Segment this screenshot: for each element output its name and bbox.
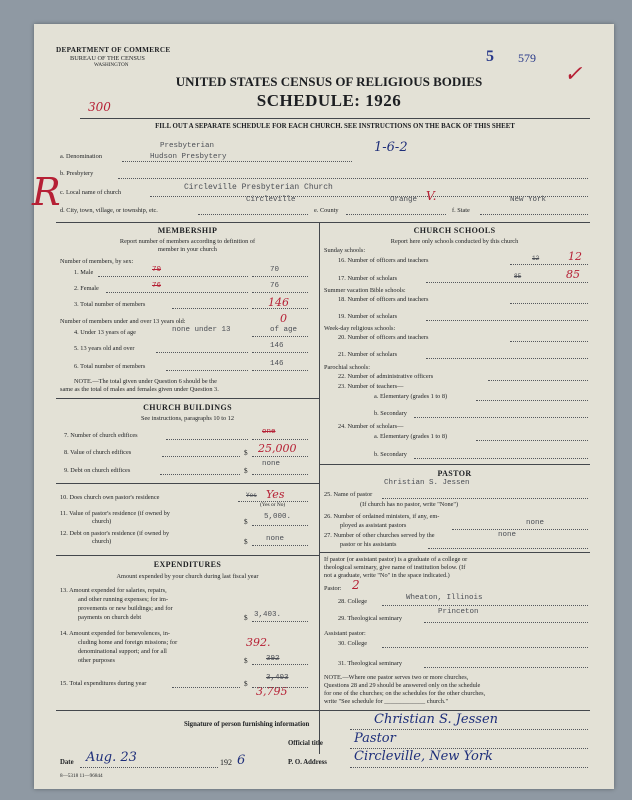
r24b-label: b. Secondary <box>374 451 407 458</box>
bureau-label: BUREAU OF THE CENSUS <box>70 55 145 62</box>
total-members-label: 3. Total number of members <box>74 301 146 308</box>
pastor-subhead: Pastor: <box>324 585 342 592</box>
code-r: R <box>32 170 61 214</box>
under13-label: 4. Under 13 years of age <box>74 329 136 336</box>
under13-extra: of age <box>270 326 298 334</box>
local-name-label: c. Local name of church <box>60 189 122 196</box>
female-written: 76 <box>152 282 162 290</box>
exp14-label-4: other purposes <box>78 657 115 664</box>
buildings-sub: See instructions, paragraphs 10 to 12 <box>140 415 235 422</box>
res-debt-label-2: church) <box>92 538 112 545</box>
female-value: 76 <box>270 282 280 290</box>
r30-label: 30. College <box>338 640 368 647</box>
res-value-label-2: church) <box>92 518 112 525</box>
exp15-printed: 3,403 <box>266 674 289 682</box>
r16-value: 12 <box>568 250 582 263</box>
code-300: 300 <box>88 100 111 114</box>
pastor-mark: 2 <box>352 578 360 592</box>
dollar-9: $ <box>244 467 248 475</box>
r16-label: 16. Number of officers and teachers <box>338 257 429 264</box>
res-debt-value: none <box>266 535 285 543</box>
dollar-13: $ <box>244 614 248 622</box>
membership-note-2: same as the total of males and females given under Question 3. <box>60 386 219 393</box>
r23a-label: a. Elementary (grades 1 to 8) <box>374 393 448 400</box>
instruction-line: FILL OUT A SEPARATE SCHEDULE FOR EACH CHURCH. SEE INSTRUCTIONS ON THE BACK OF THIS SHEET <box>155 123 515 130</box>
r28-value: Wheaton, Illinois <box>406 594 483 602</box>
r17-label: 17. Number of scholars <box>338 275 398 282</box>
res-value-label-1: 11. Value of pastor's residence (if owned by <box>60 510 170 517</box>
male-label: 1. Male <box>74 269 94 276</box>
r31-label: 31. Theological seminary <box>338 660 403 667</box>
year-prefix: 192 <box>220 758 232 767</box>
r29-label: 29. Theological seminary <box>338 615 403 622</box>
r23b-label: b. Secondary <box>374 410 407 417</box>
schools-sub: Report here only schools conducted by this church <box>390 238 519 245</box>
dollar-15: $ <box>244 680 248 688</box>
res-debt-label-1: 12. Debt on pastor's residence (if owned by <box>60 530 170 537</box>
exp14-label-1: 14. Amount expended for benevolences, in- <box>60 630 170 637</box>
r22-label: 22. Number of administrative officers <box>338 373 434 380</box>
r21-label: 21. Number of scholars <box>338 351 398 358</box>
r24-label: 24. Number of scholars— <box>338 423 404 430</box>
pastor-name-value: Christian S. Jessen <box>384 479 470 487</box>
exp13-value: 3,403. <box>254 611 282 619</box>
over13-value: 146 <box>270 342 284 350</box>
edifice-debt-label: 9. Debt on church edifices <box>64 467 131 474</box>
sunday-label: Sunday schools: <box>324 247 366 254</box>
date-value: Aug. 23 <box>86 750 137 765</box>
r26-value: none <box>526 519 545 527</box>
buildings-title: CHURCH BUILDINGS <box>143 403 232 412</box>
exp13-label-1: 13. Amount expended for salaries, repairs, <box>60 587 167 594</box>
r20-label: 20. Number of officers and teachers <box>338 334 429 341</box>
expenditures-sub: Amount expended by your church during last fiscal year <box>116 573 259 580</box>
code-162: 1-6-2 <box>374 140 408 155</box>
r17-value: 85 <box>566 268 580 281</box>
pastor-note-4: write "See schedule for _____________ church." <box>324 698 449 705</box>
form-title: UNITED STATES CENSUS OF RELIGIOUS BODIES <box>175 74 483 89</box>
r19-label: 19. Number of scholars <box>338 313 398 320</box>
total-members-value: 146 <box>268 296 289 309</box>
grad-note-3: not a graduate, write "No" in the space indicated.) <box>324 572 450 579</box>
under-over-label: Number of members under and over 13 years old: <box>60 318 186 325</box>
dollar-11: $ <box>244 518 248 526</box>
residence-printed: Yes <box>246 492 257 499</box>
exp14-label-3: denominational support; and for all <box>78 648 167 655</box>
pastor-note-1: NOTE.—Where one pastor serves two or more churches, <box>324 674 469 681</box>
exp15-label: 15. Total expenditures during year <box>60 680 147 687</box>
exp13-label-3: provements or new buildings; and for <box>78 605 173 612</box>
membership-title: MEMBERSHIP <box>157 226 218 235</box>
yes-or-no-note: (Yes or No) <box>260 502 286 508</box>
pastor-title: PASTOR <box>437 469 472 478</box>
by-sex-label: Number of members, by sex: <box>60 258 134 265</box>
parochial-label: Parochial schools: <box>324 364 370 371</box>
city-label-field: d. City, town, village, or township, etc. <box>60 207 158 214</box>
r16-printed: 12 <box>532 255 540 262</box>
form-number: 579 <box>518 51 536 65</box>
expenditures-title: EXPENDITURES <box>153 560 222 569</box>
county-value: Orange <box>390 196 418 204</box>
total6-label: 6. Total number of members <box>74 363 146 370</box>
r23-label: 23. Number of teachers— <box>338 383 404 390</box>
form-codes: 8—5318 11—96844 <box>60 773 103 779</box>
dollar-12: $ <box>244 538 248 546</box>
edifices-label: 7. Number of church edifices <box>64 432 138 439</box>
denomination-label: a. Denomination <box>60 153 102 160</box>
dollar-14: $ <box>244 657 248 665</box>
pastor-note-2: Questions 28 and 29 should be answered only on the schedule <box>324 682 481 689</box>
date-label: Date <box>60 759 74 766</box>
pastor-note-3: for one of the churches; on the schedules for the other churches, <box>324 690 486 697</box>
official-title-label: Official title <box>288 740 323 747</box>
edifice-debt-value: none <box>262 460 281 468</box>
membership-intro-1: Report number of members according to definition of <box>119 238 256 245</box>
denomination-value: Presbyterian <box>160 142 215 150</box>
r17-printed: 85 <box>514 273 522 280</box>
total6-value: 146 <box>270 360 284 368</box>
grad-note-2: theological seminary, give name of institution below. (If <box>324 564 466 571</box>
dollar-8: $ <box>244 449 248 457</box>
exp13-label-2: and other running expenses; for im- <box>78 596 169 603</box>
po-label: P. O. Address <box>288 759 327 766</box>
po-value: Circleville, New York <box>354 749 493 764</box>
state-value: New York <box>510 196 547 204</box>
residence-label: 10. Does church own pastor's residence <box>60 494 160 501</box>
check-mark: ✓ <box>564 62 583 87</box>
r29-value: Princeton <box>438 608 479 616</box>
schedule-title: SCHEDULE: 1926 <box>256 91 402 110</box>
v-mark: V. <box>426 189 437 203</box>
official-title-value: Pastor <box>354 731 396 746</box>
edifice-value-amount: 25,000 <box>258 442 297 455</box>
edifices-value: one <box>262 428 276 436</box>
signature-label: Signature of person furnishing information <box>184 721 310 728</box>
r26-label-1: 26. Number of ordained ministers, if any, em- <box>324 513 440 520</box>
assistant-subhead: Assistant pastor: <box>324 630 366 637</box>
exp14-label-2: cluding home and foreign missions; for <box>78 639 178 646</box>
grad-note-1: If pastor (or assistant pastor) is a graduate of a college or <box>324 556 468 563</box>
mark-five: 5 <box>486 48 494 65</box>
r27-label-2: pastor or his assistants <box>340 541 397 548</box>
presbytery-label: b. Presbytery <box>60 170 94 177</box>
membership-intro-2: member in your church <box>158 246 217 253</box>
census-form-sheet <box>34 24 614 789</box>
r25-sub: (If church has no pastor, write "None") <box>360 501 459 508</box>
city-label: WASHINGTON <box>94 62 129 68</box>
city-value: Circleville <box>246 196 296 204</box>
exp14-printed: 392 <box>266 655 280 663</box>
year-suffix: 6 <box>237 753 246 768</box>
under-over-value: 0 <box>280 312 287 325</box>
male-written: 70 <box>152 266 162 274</box>
r28-label: 28. College <box>338 598 368 605</box>
membership-note-1: NOTE.—The total given under Question 6 should be the <box>74 378 217 385</box>
local-name-value: Circleville Presbyterian Church <box>184 183 333 192</box>
signature-value: Christian S. Jessen <box>374 712 499 727</box>
weekday-label: Week-day religious schools: <box>324 325 396 332</box>
department-label: DEPARTMENT OF COMMERCE <box>56 46 171 54</box>
over13-label: 5. 13 years old and over <box>74 345 135 352</box>
county-label: e. County <box>314 207 339 214</box>
exp14-value: 392. <box>246 636 271 649</box>
vacation-label: Summer vacation Bible schools: <box>324 287 406 294</box>
female-label: 2. Female <box>74 285 99 292</box>
presbytery-value: Hudson Presbytery <box>150 153 227 161</box>
r18-label: 18. Number of officers and teachers <box>338 296 429 303</box>
exp13-label-4: payments on church debt <box>78 614 142 621</box>
edifice-value-label: 8. Value of church edifices <box>64 449 132 456</box>
under13-value: none under 13 <box>172 326 231 334</box>
r27-label-1: 27. Number of other churches served by the <box>324 532 435 539</box>
schools-title: CHURCH SCHOOLS <box>413 226 496 235</box>
male-value: 70 <box>270 266 280 274</box>
r25-label: 25. Name of pastor <box>324 491 373 498</box>
r26-label-2: ployed as assistant pastors <box>340 522 407 529</box>
residence-value: Yes <box>266 488 285 501</box>
state-label: f. State <box>452 207 470 214</box>
exp15-value: 3,795 <box>256 685 288 698</box>
r24a-label: a. Elementary (grades 1 to 8) <box>374 433 448 440</box>
res-value-amount: 5,000. <box>264 513 292 521</box>
r27-value: none <box>498 531 517 539</box>
